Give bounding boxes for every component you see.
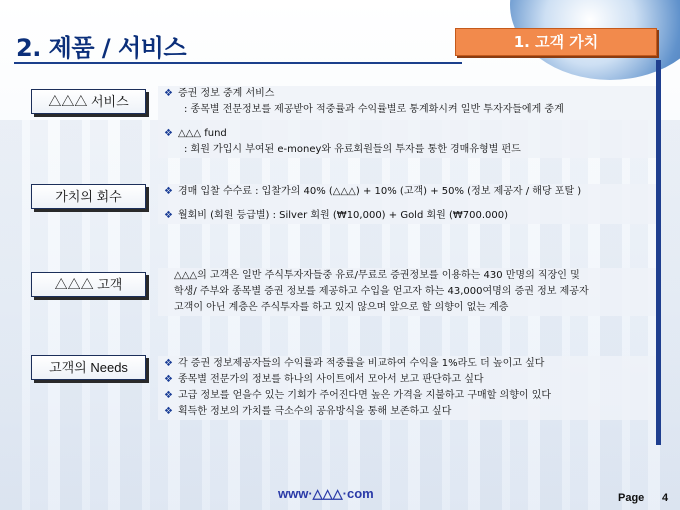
paragraph-line: 학생/ 주부와 종목별 증권 정보를 제공하고 수입을 얻고자 하는 43,000여명의 증권 정보 제공자 — [174, 286, 589, 297]
bullet-item — [158, 208, 656, 224]
diamond-bullet-icon: ❖ — [164, 210, 173, 221]
sub-description: : 종목별 전문정보를 제공받아 적중률과 수익률별로 통계화시켜 일반 투자자들에게 중계 — [184, 104, 564, 115]
sub-description: : 회원 가입시 부여된 e-money와 유료회원들의 투자를 통한 경매유형별 펀드 — [184, 144, 521, 155]
bullet-item — [158, 356, 656, 372]
paragraph-line: 고객이 아닌 계층은 주식투자를 하고 있지 않으며 앞으로 할 의향이 없는 계층 — [174, 302, 509, 313]
value-recovery-content — [158, 184, 656, 224]
page-number: 4 — [662, 492, 669, 504]
page-title: 2. 제품 / 서비스 — [16, 34, 187, 62]
bullet-item — [158, 126, 656, 142]
accent-bar — [656, 60, 661, 445]
bullet-item — [158, 388, 656, 404]
bullet-text: 경매 입찰 수수료 : 입찰가의 40% (△△△) + 10% (고객) + 50% (정보 제공자 / 해당 포탈 ) — [177, 186, 582, 197]
diamond-bullet-icon: ❖ — [164, 406, 173, 417]
line-gap — [158, 118, 656, 126]
diamond-bullet-icon: ❖ — [164, 358, 173, 369]
diamond-bullet-icon: ❖ — [164, 374, 173, 385]
bullet-text: 획득한 정보의 가치를 극소수의 공유방식을 통해 보존하고 싶다 — [177, 406, 452, 417]
title-underline — [14, 62, 462, 64]
line-gap — [158, 200, 656, 208]
diamond-bullet-icon: ❖ — [164, 128, 173, 139]
customer-needs-content — [158, 356, 656, 420]
footer-url: www·△△△·com — [278, 486, 374, 501]
label-customer: △△△ 고객 — [31, 272, 146, 297]
bullet-item — [158, 86, 656, 102]
paragraph-line: △△△의 고객은 일반 주식투자자들중 유료/무료로 증권정보를 이용하는 430 만명의 직장인 및 — [174, 270, 580, 281]
diamond-bullet-icon: ❖ — [164, 390, 173, 401]
diamond-bullet-icon: ❖ — [164, 186, 173, 197]
bullet-text: 고급 정보를 얻을수 있는 기회가 주어진다면 높은 가격을 지불하고 구매할 의향이 있다 — [177, 390, 552, 401]
bullet-item — [158, 404, 656, 420]
label-service: △△△ 서비스 — [31, 89, 146, 114]
bullet-text: 각 증권 정보제공자들의 수익률과 적중률을 비교하여 수익을 1%라도 더 높이고 싶다 — [177, 358, 545, 369]
bullet-item — [158, 372, 656, 388]
section-tag: 1. 고객 가치 — [455, 28, 657, 56]
diamond-bullet-icon: ❖ — [164, 88, 173, 99]
label-customer-needs: 고객의 Needs — [31, 355, 146, 380]
bullet-item — [158, 184, 656, 200]
customer-content — [158, 268, 656, 316]
bullet-text: 증권 정보 중계 서비스 — [177, 88, 275, 99]
page-label: Page — [618, 492, 645, 504]
bullet-text: 월회비 (회원 등급별) : Silver 회원 (₩10,000) + Gold 회원 (₩700.000) — [177, 210, 509, 221]
bullet-text: △△△ fund — [177, 128, 227, 139]
service-content — [158, 86, 656, 158]
bullet-text: 종목별 전문가의 정보를 하나의 사이트에서 모아서 보고 판단하고 싶다 — [177, 374, 484, 385]
label-value-recovery: 가치의 회수 — [31, 184, 146, 209]
